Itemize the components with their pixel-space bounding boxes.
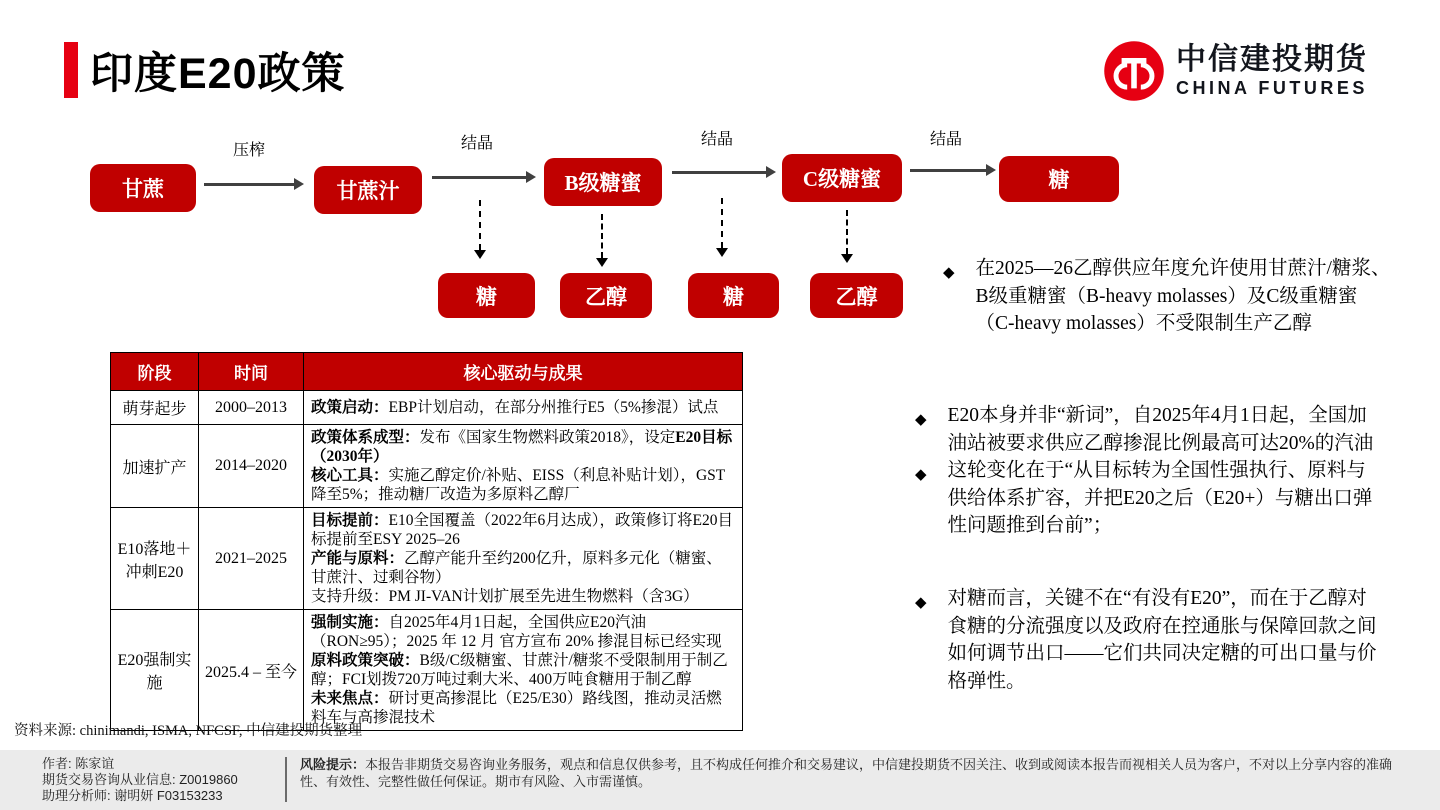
diamond-bullet-icon: ◆	[915, 595, 927, 611]
risk-disclaimer	[300, 756, 1412, 790]
item-label: 强制实施：	[311, 614, 389, 631]
item-label: 政策体系成型：	[311, 429, 420, 446]
diamond-bullet-icon: ◆	[915, 467, 927, 483]
edge-label-crystal-1: 结晶	[460, 135, 493, 152]
item-label: 产能与原料：	[311, 550, 405, 567]
col-header-drivers: 核心驱动与成果	[304, 353, 743, 391]
edge-label-crystal-3: 结晶	[929, 131, 962, 148]
arrow-right-icon	[204, 183, 294, 186]
flow-node-ethanol-2: 乙醇	[810, 273, 903, 318]
analyst-info	[42, 756, 238, 804]
flow-node-cane-juice: 甘蔗汁	[314, 166, 422, 214]
drivers-cell	[304, 508, 743, 610]
bullet-text: 对糖而言，关键不在“有没有E20”，而在于乙醇对食糖的分流强度以及政府在控通胀与保障回款之间如何调节出口——它们共同决定糖的可出口量与价格弹性。	[947, 588, 1377, 692]
drivers-cell	[304, 425, 743, 508]
col-header-stage: 阶段	[111, 353, 199, 391]
footer-divider	[285, 757, 287, 802]
flow-node-sugarcane: 甘蔗	[90, 164, 196, 212]
assistant-line: 助理分析师: 谢明妍 F03153233	[42, 788, 223, 803]
bullet-feedstock-allowance	[943, 255, 1395, 338]
stage-cell: E10落地＋冲刺E20	[111, 508, 199, 610]
license-line: 期货交易咨询从业信息: Z0019860	[42, 772, 238, 787]
bullet-round-change	[915, 457, 1381, 540]
stage-cell: 萌芽起步	[111, 391, 199, 425]
edge-label-crystal-2: 结晶	[700, 131, 733, 148]
bullet-text: 这轮变化在于“从目标转为全国性强执行、原料与供给体系扩容，并把E20之后（E20+）与糖出口弹性问题推到台前”；	[947, 460, 1373, 536]
item-text: 自2025年4月1日起，全国供应E20汽油（RON≥95）；2025 年 12 月 官方宣布 20% 掺混目标已经实现	[311, 614, 722, 650]
period-cell: 2014–2020	[199, 425, 304, 508]
table-row	[111, 508, 743, 610]
flow-node-sugar-2: 糖	[688, 273, 779, 318]
logo-name-en: CHINA FUTURES	[1176, 78, 1368, 98]
diamond-bullet-icon: ◆	[915, 412, 927, 428]
page-title: 印度E20政策	[90, 50, 346, 98]
arrow-right-icon	[432, 176, 526, 179]
edge-label-pressing: 压榨	[232, 142, 265, 159]
item-label: 原料政策突破：	[311, 652, 420, 669]
item-text: EBP计划启动，在部分州推行E5（5%掺混）试点	[388, 399, 719, 416]
item-text: B级/C级糖蜜、甘蔗汁/糖浆不受限制用于制乙醇；FCI划拨720万吨过剩大米、400万吨食糖用于制乙醇	[311, 652, 728, 688]
bullet-e20-not-new	[915, 402, 1381, 457]
flow-node-c-molasses: C级糖蜜	[782, 154, 902, 202]
stage-cell: 加速扩产	[111, 425, 199, 508]
drivers-cell	[304, 610, 743, 731]
item-label: 目标提前：	[311, 512, 389, 529]
diamond-bullet-icon: ◆	[943, 265, 955, 281]
table-row	[111, 425, 743, 508]
footer-bar	[0, 750, 1440, 810]
arrow-right-icon	[672, 171, 766, 174]
logo-name-cn: 中信建投期货	[1176, 43, 1368, 76]
flow-node-b-molasses: B级糖蜜	[544, 158, 662, 206]
bullet-sugar-implication	[915, 585, 1381, 695]
flow-node-sugar-1: 糖	[438, 273, 535, 318]
item-text: E10全国覆盖（2022年6月达成），政策修订将E20目标提前至ESY 2025–26	[311, 512, 733, 548]
item-text: 乙醇产能升至约200亿升，原料多元化（糖蜜、甘蔗汁、过剩谷物）	[311, 550, 722, 586]
item-label: 政策启动：	[311, 399, 389, 416]
author-line: 作者: 陈家谊	[42, 756, 115, 771]
item-text-bold: E20目标（2030年）	[311, 429, 733, 465]
table-row	[111, 610, 743, 731]
stage-cell: E20强制实施	[111, 610, 199, 731]
item-label: 未来焦点：	[311, 690, 389, 707]
dashed-arrow-down-icon	[721, 198, 723, 248]
item-text: 实施乙醇定价/补贴、EISS（利息补贴计划），GST降至5%；推动糖厂改造为多原料乙醇厂	[311, 467, 726, 503]
item-text: 研讨更高掺混比（E25/E30）路线图，推动灵活燃料车与高掺混技术	[311, 690, 722, 726]
period-cell: 2021–2025	[199, 508, 304, 610]
table-row	[111, 391, 743, 425]
flow-node-sugar-final: 糖	[999, 156, 1119, 202]
data-source-note: 资料来源: chinimandi, ISMA, NFCSF, 中信建投期货整理	[14, 723, 363, 739]
dashed-arrow-down-icon	[846, 210, 848, 254]
bullet-group	[915, 402, 1381, 540]
bullet-text: 在2025—26乙醇供应年度允许使用甘蔗汁/糖浆、B级重糖蜜（B-heavy molasses）及C级重糖蜜（C-heavy molasses）不受限制生产乙醇	[975, 258, 1391, 334]
item-label: 核心工具：	[311, 467, 389, 484]
risk-label: 风险提示：	[300, 757, 366, 772]
period-cell: 2025.4 – 至今	[199, 610, 304, 731]
period-cell: 2000–2013	[199, 391, 304, 425]
item-text: 发布《国家生物燃料政策2018》，设定	[419, 429, 676, 446]
risk-text: 本报告非期货交易咨询业务服务，观点和信息仅供参考，且不构成任何推介和交易建议，中信建投期货不因关注、收到或阅读本报告而视相关人员为客户，不对以上分享内容的准确性、有效性、完整性做任何保证。期市有风险、入市需谨慎。	[300, 757, 1393, 789]
drivers-cell	[304, 391, 743, 425]
table-header-row	[111, 353, 743, 391]
flow-node-ethanol-1: 乙醇	[560, 273, 652, 318]
policy-timeline-table	[110, 352, 743, 731]
item-text: 支持升级：PM JI-VAN计划扩展至先进生物燃料（含3G）	[311, 588, 699, 605]
dashed-arrow-down-icon	[601, 214, 603, 258]
dashed-arrow-down-icon	[479, 200, 481, 250]
col-header-period: 时间	[199, 353, 304, 391]
bullet-text: E20本身并非“新词”，自2025年4月1日起，全国加油站被要求供应乙醇掺混比例最高可达20%的汽油	[947, 405, 1374, 454]
arrow-right-icon	[910, 169, 986, 172]
